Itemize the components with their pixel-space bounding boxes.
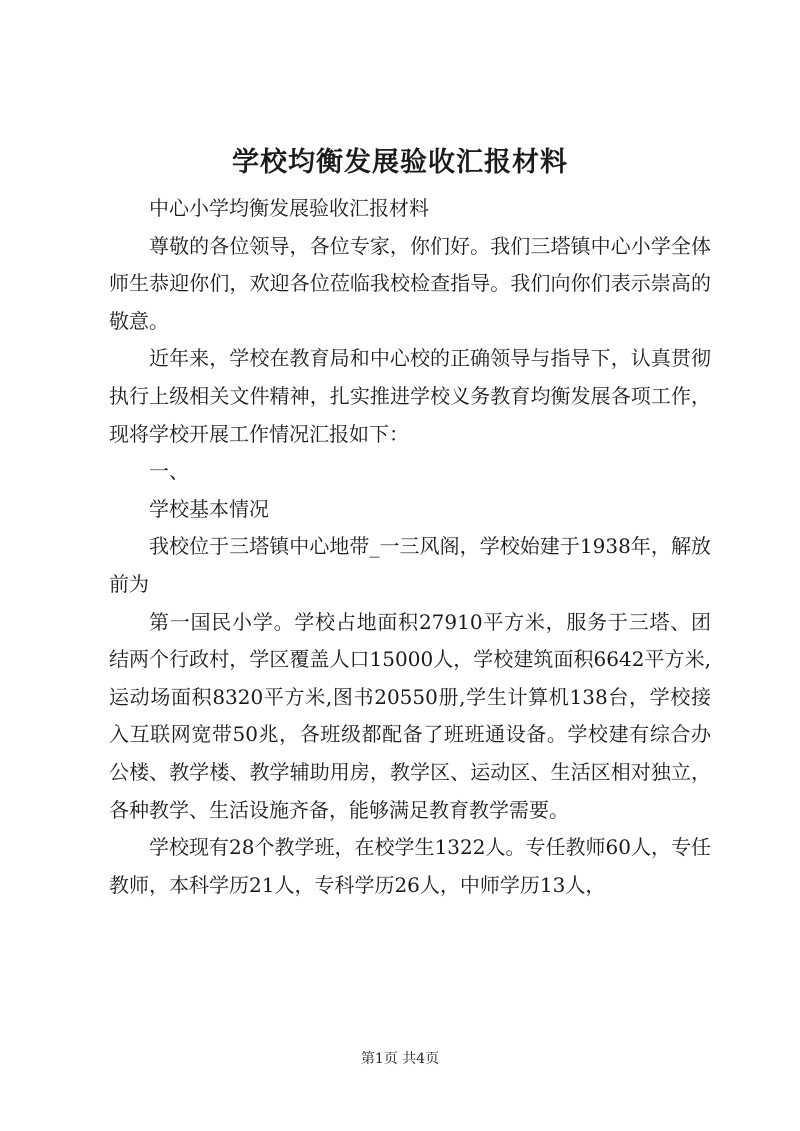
subtitle-paragraph: 中心小学均衡发展验收汇报材料 [149, 196, 429, 220]
location-paragraph: 我校位于三塔镇中心地带_一三风阁，学校始建于1938年，解放前为 [109, 534, 711, 596]
intro-paragraph: 近年来，学校在教育局和中心校的正确领导与指导下，认真贯彻执行上级相关文件精神，扎实推进学校义务教育均衡发展各项工作，现将学校开展工作情况汇报如下： [109, 346, 711, 446]
document-title: 学校均衡发展验收汇报材料 [232, 147, 568, 178]
facilities-paragraph: 第一国民小学。学校占地面积27910平方米，服务于三塔、团结两个行政村，学区覆盖人口15000人，学校建筑面积6642平方米,运动场面积8320平方米,图书20550册,学生计算机138台，学校接入互联网宽带50兆，各班级都配备了班班通设备。学校建有综合办公楼、教学楼、教学辅助用房，教学区、运动区、生活区相对独立，各种教学、生活设施齐备，能够满足教育教学需要。 [109, 609, 711, 822]
staff-paragraph: 学校现有28个教学班，在校学生1322人。专任教师60人，专任教师，本科学历21人，专科学历26人，中师学历13人， [109, 835, 711, 897]
document-body [109, 190, 711, 904]
section-heading: 学校基本情况 [149, 496, 269, 521]
page-footer: 第1页 共4页 [360, 1051, 440, 1067]
section-number: 一、 [149, 459, 189, 484]
greeting-paragraph: 尊敬的各位领导，各位专家，你们好。我们三塔镇中心小学全体师生恭迎你们，欢迎各位莅临我校检查指导。我们向你们表示崇高的敬意。 [109, 233, 711, 333]
